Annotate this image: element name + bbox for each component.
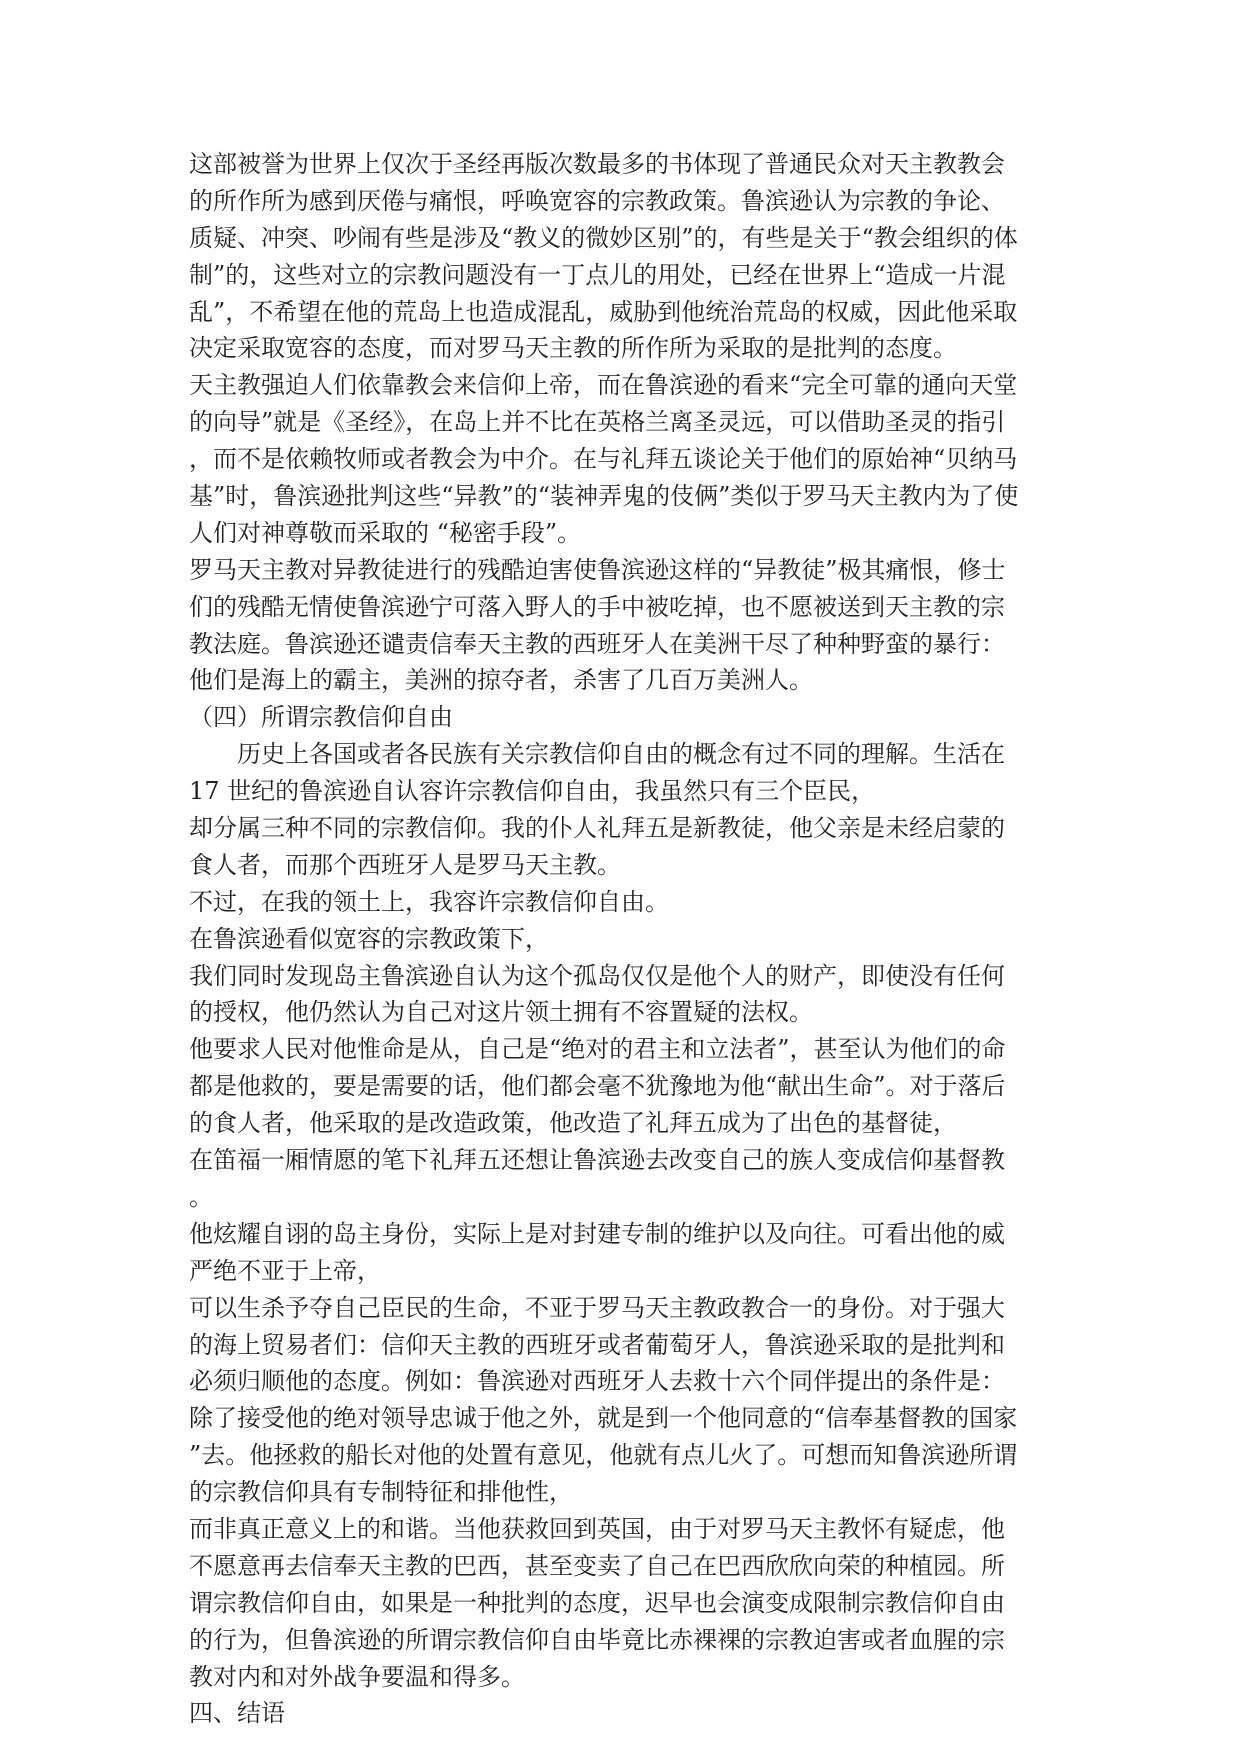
text-line: 历史上各国或者各民族有关宗教信仰自由的概念有过不同的理解。生活在: [237, 740, 1005, 769]
text-line: 乱”，不希望在他的荒岛上也造成混乱，威胁到他统治荒岛的权威，因此他采取: [189, 297, 1018, 326]
text-line: 人们对神尊敬而采取的 “秘密手段”。: [189, 518, 582, 547]
text-line: （四）所谓宗教信仰自由: [189, 703, 453, 732]
text-line: 的所作所为感到厌倦与痛恨，呼唤宽容的宗教政策。鲁滨逊认为宗教的争论、: [189, 186, 1005, 215]
paragraph: [189, 146, 1049, 367]
text-line: 的行为，但鲁滨逊的所谓宗教信仰自由毕竟比赤裸裸的宗教迫害或者血腥的宗: [189, 1625, 1005, 1654]
text-line: 他炫耀自诩的岛主身份，实际上是对封建专制的维护以及向往。可看出他的威: [189, 1219, 1005, 1248]
text-line: 我们同时发现岛主鲁滨逊自认为这个孤岛仅仅是他个人的财产，即使没有任何: [189, 961, 1005, 990]
text-line: 都是他救的，要是需要的话，他们都会毫不犹豫地为他“献出生命”。对于落后: [189, 1072, 1006, 1101]
paragraph: [189, 367, 1049, 551]
text-line: 却分属三种不同的宗教信仰。我的仆人礼拜五是新教徒，他父亲是未经启蒙的: [189, 814, 1005, 843]
text-line: 的向导”就是《圣经》，在岛上并不比在英格兰离圣灵远，可以借助圣灵的指引: [189, 408, 1006, 437]
text-line: 质疑、冲突、吵闹有些是涉及“教义的微妙区别”的，有些是关于“教会组织的体: [189, 223, 1018, 252]
text-line: 基”时，鲁滨逊批判这些“异教”的“装神弄鬼的伎俩”类似于罗马天主教内为了使: [189, 482, 1019, 511]
text-line: 谓宗教信仰自由，如果是一种批判的态度，迟早也会演变成限制宗教信仰自由: [189, 1588, 1005, 1617]
text-line: 。: [189, 1182, 213, 1211]
text-line: 的授权，他仍然认为自己对这片领土拥有不容置疑的法权。: [189, 998, 813, 1027]
section-heading: [189, 699, 1049, 736]
text-line: 17 世纪的鲁滨逊自认容许宗教信仰自由，我虽然只有三个臣民，: [189, 777, 876, 806]
text-line: 们的残酷无情使鲁滨逊宁可落入野人的手中被吃掉，也不愿被送到天主教的宗: [189, 592, 1005, 621]
text-line: 除了接受他的绝对领导忠诚于他之外，就是到一个他同意的“信奉基督教的国家: [189, 1404, 1018, 1433]
paragraph: [189, 552, 1049, 700]
text-line: 他们是海上的霸主，美洲的掠夺者，杀害了几百万美洲人。: [189, 666, 813, 695]
text-line: 严绝不亚于上帝，: [189, 1256, 381, 1285]
text-line: 罗马天主教对异教徒进行的残酷迫害使鲁滨逊这样的“异教徒”极其痛恨，修士: [189, 555, 1006, 584]
text-line: 的海上贸易者们：信仰天主教的西班牙或者葡萄牙人，鲁滨逊采取的是批判和: [189, 1330, 1005, 1359]
text-line: 的宗教信仰具有专制特征和排他性，: [189, 1478, 573, 1507]
paragraph: [189, 736, 1049, 1695]
text-line: 在鲁滨逊看似宽容的宗教政策下，: [189, 924, 549, 953]
text-line: 教法庭。鲁滨逊还谴责信奉天主教的西班牙人在美洲干尽了种种野蛮的暴行：: [189, 629, 1005, 658]
text-line: 必须归顺他的态度。例如：鲁滨逊对西班牙人去救十六个同伴提出的条件是：: [189, 1367, 1005, 1396]
text-line: 制”的，这些对立的宗教问题没有一丁点儿的用处，已经在世界上“造成一片混: [189, 260, 1006, 289]
text-line: 决定采取宽容的态度，而对罗马天主教的所作所为采取的是批判的态度。: [189, 334, 957, 363]
text-line: 可以生杀予夺自己臣民的生命，不亚于罗马天主教政教合一的身份。对于强大: [189, 1293, 1005, 1322]
text-line: ”去。他拯救的船长对他的处置有意见，他就有点儿火了。可想而知鲁滨逊所谓: [189, 1441, 1018, 1470]
section-heading: [189, 1695, 1049, 1732]
text-line: 他要求人民对他惟命是从，自己是“绝对的君主和立法者”，甚至认为他们的命: [189, 1035, 1006, 1064]
text-line: ，而不是依赖牧师或者教会为中介。在与礼拜五谈论关于他们的原始神“贝纳马: [189, 445, 1018, 474]
text-line: 食人者，而那个西班牙人是罗马天主教。: [189, 850, 621, 879]
document-page: [189, 146, 1049, 1732]
text-line: 而非真正意义上的和谐。当他获救回到英国，由于对罗马天主教怀有疑虑，他: [189, 1514, 1005, 1543]
text-line: 的食人者，他采取的是改造政策，他改造了礼拜五成为了出色的基督徒，: [189, 1109, 957, 1138]
text-line: 教对内和对外战争要温和得多。: [189, 1662, 525, 1691]
text-line: 这部被誉为世界上仅次于圣经再版次数最多的书体现了普通民众对天主教教会: [189, 150, 1005, 178]
text-line: 天主教强迫人们依靠教会来信仰上帝，而在鲁滨逊的看来“完全可靠的通向天堂: [189, 371, 1018, 400]
text-line: 不过，在我的领土上，我容许宗教信仰自由。: [189, 887, 669, 916]
text-line: 四、结语: [189, 1699, 285, 1728]
text-line: 在笛福一厢情愿的笔下礼拜五还想让鲁滨逊去改变自己的族人变成信仰基督教: [189, 1146, 1005, 1175]
text-line: 不愿意再去信奉天主教的巴西，甚至变卖了自己在巴西欣欣向荣的种植园。所: [189, 1551, 1005, 1580]
